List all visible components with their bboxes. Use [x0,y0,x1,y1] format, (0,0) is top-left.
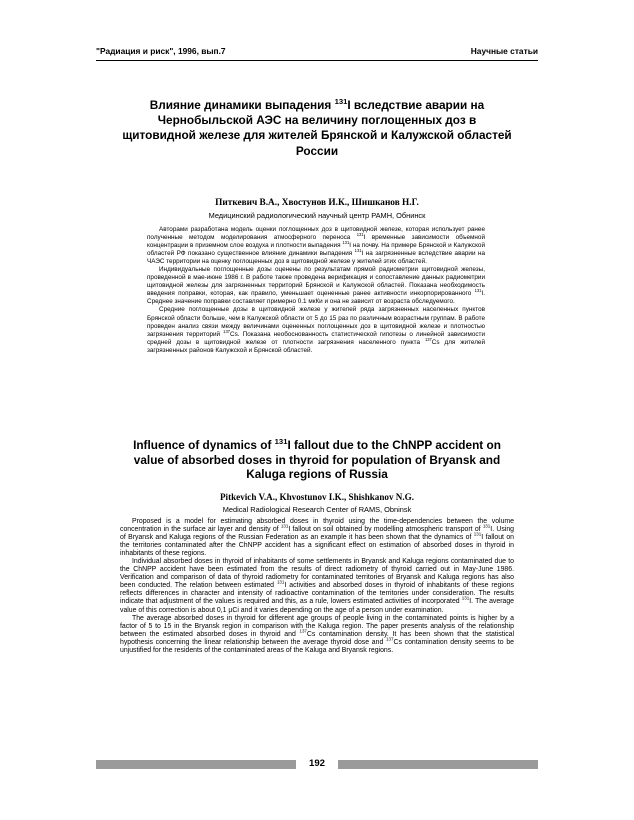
abstract-ru [147,226,485,355]
abstract-ru-paragraph: Средние поглощенные дозы в щитовидной железе у жителей ряда загрязненных населенных пунктов Брянской области больше, чем в Калужской области от 5 до 15 раз по различным возрастным группам. В работе проведен анализ связи между величинами оцененных поглощенных доз в щитовидной железе и плотностью загрязнения территорий $^{137}$Cs. Показана необоснованность статистической гипотезы о линейной зависимости средней дозы в щитовидной железе от плотности загрязнения населенного пункта $^{137}$Cs для жителей загрязненных районов Калужской и Брянской областей. [147,306,485,354]
footer-bar-right [338,760,538,769]
authors-en: Pitkevich V.A., Khvostunov I.K., Shishkanov N.G. [220,492,414,502]
abstract-en-paragraph: The average absorbed doses in thyroid for different age groups of people living in the contaminated points is higher by a factor of 5 to 15 in the Bryansk region in comparison with the Kaluga region. The paper presents analysis of the relationship between the estimated absorbed doses in thyroid and $^{137}$Cs contamination density. It has been shown that the statistical hypothesis concerning the linear relationship between the average thyroid dose and $^{137}$Cs contamination density seems to be unjustified for the residents of the contaminated areas of the Kaluga and Bryansk regions. [120,614,515,654]
page-footer [96,760,538,769]
abstract-en [120,518,514,655]
title-ru: Влияние динамики выпадения $^{131}$I вследствие аварии на Чернобыльской АЭС на величину поглощенных доз в щитовидной железе для жителей Брянской и Калужской областей России [122,97,512,158]
header-rule [96,60,538,61]
journal-citation: "Радиация и риск", 1996, вып.7 [96,46,226,56]
abstract-en-paragraph: Proposed is a model for estimating absorbed doses in thyroid using the time-dependencies between the volume concentration in the surface air layer and density of $^{131}$I fallout on soil obtained by modelling atmospheric transport of $^{131}$I. Using of Bryansk and Kaluga regions of the Russian Federation as an example it has been shown that the dynamics of $^{131}$I fallout on the territories contaminated after the ChNPP accident has a significant effect on estimation of absorbed doses in thyroid in inhabitants of these regions. [120,518,515,558]
institution-ru: Медицинский радиологический научный центр РАМН, Обнинск [208,211,426,220]
title-en: Influence of dynamics of $^{131}$I fallout due to the ChNPP accident on value of absorbed doses in thyroid for population of Bryansk and Kaluga regions of Russia [133,437,501,482]
abstract-ru-paragraph: Авторами разработана модель оценки поглощенных доз в щитовидной железе, которая использует ранее полученные методом моделирования атмосферного переноса $^{131}$I временные зависимости объемной концентрации в приземном слое воздуха и плотности выпадения $^{131}$I на почву. На примере Брянской и Калужской областей РФ показано существенное влияние динамики выпадения $^{131}$I на загрязненные вследствие аварии на ЧАЭС территории на оценку поглощенных доз в щитовидной железе у жителей этих областей. [147,226,485,266]
institution-en: Medical Radiological Research Center of RAMS, Obninsk [222,505,412,514]
authors-ru: Питкевич В.А., Хвостунов И.К., Шишканов Н.Г. [215,198,419,208]
running-header [96,46,538,60]
section-label: Научные статьи [470,46,538,56]
abstract-en-paragraph: Individual absorbed doses in thyroid of inhabitants of some settlements in Bryansk and Kaluga regions contaminated due to the ChNPP accident have been estimated from the results of direct radiometry of thyroid carried out in May-June 1986. Verification and comparison of data of thyroid radiometry for contaminated territories of Bryansk and Kaluga regions has also been conducted. The relation between estimated $^{131}$I activities and absorbed doses in thyroid of inhabitants of these regions reflects differences in character and intensity of radioactive contamination of the territories under consideration. The results indicate that adjustment of the values is required and this, as a rule, lowers estimated activities of incorporated $^{131}$I. The average value of this correction is about 0,1 µCi and it varies depending on the age of a person under examination. [120,558,514,614]
page-number: 192 [308,758,325,769]
abstract-ru-paragraph: Индивидуальные поглощенные дозы оценены по результатам прямой радиометрии щитовидной железы, проведенной в мае-июне 1986 г. В работе также проведена верификация и сопоставление данных радиометрии щитовидной железы для загрязненных территорий Брянской и Калужской областей. Показана необходимость введения поправки, которая, как правило, уменьшает оцененные ранее активности инкорпорированного $^{131}$I. Среднее значение поправки составляет примерно 0.1 мкКи и она не зависит от возраста обследуемого. [147,266,485,306]
